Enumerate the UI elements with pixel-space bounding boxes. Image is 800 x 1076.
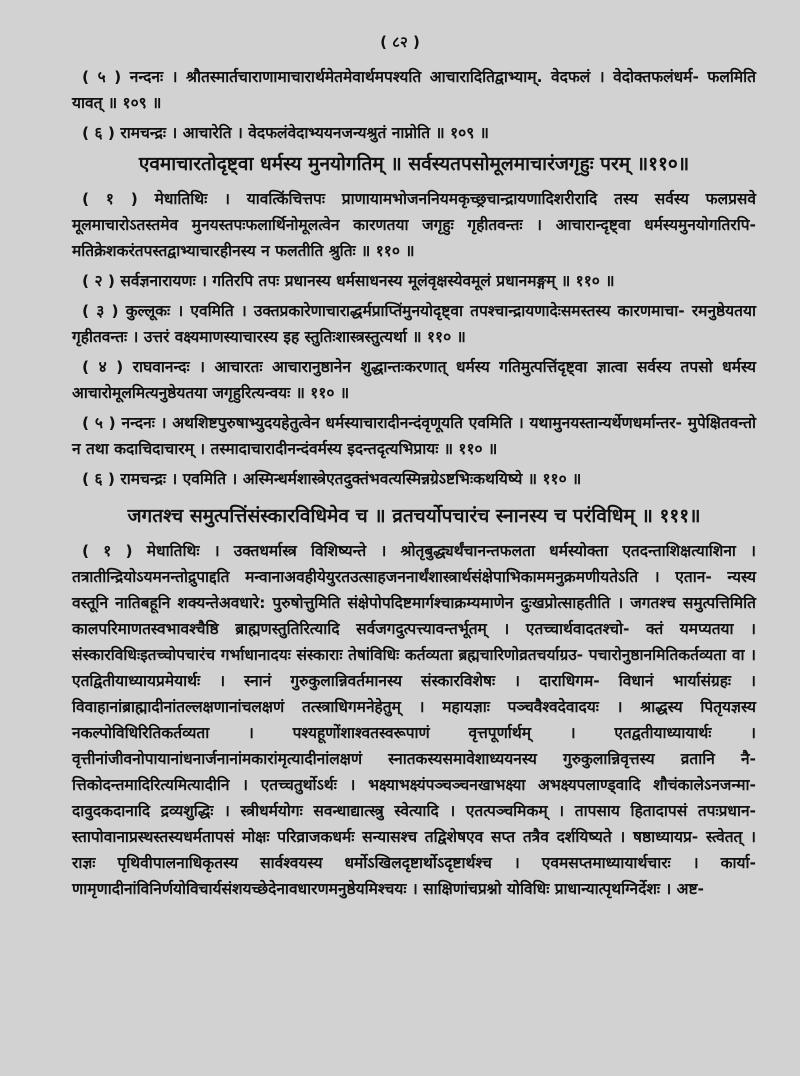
commentary-block-111	[72, 538, 756, 902]
page-number: ( ८२ )	[380, 33, 420, 51]
commentary-ramachandra-110: ( ६ ) रामचन्द्रः । एवमिति । अस्मिन्धर्मशास्त्रेएतदुक्तंभवत्यस्मिन्नग्रेऽष्टभिःकथयिष्ये ॥ ११० ॥	[82, 470, 582, 488]
commentary-nandana-109: ( ५ ) नन्दनः । श्रौतस्मार्तचाराणामाचारार्थमेतमेवार्थमपश्यति आचारादितिद्वाभ्याम्. वेदफलं । वेदोक्तफलंधर्म- फलमिति यावत् ॥ १०९ ॥	[72, 68, 756, 112]
commentary-kulluka-110: ( ३ ) कुल्लूकः । एवमिति । उक्तप्रकारेणाचाराद्धर्मप्राप्तिंमुनयोदृष्ट्वा तपश्चान्द्रायणादेःसमस्तस्य कारणमाचा- रमनुष्ठेयतया गृहीतवन्तः । उत्तरं वक्ष्यमाणस्याचारस्य इह स्तुतिःशास्त्रस्तुत्यर्था ॥ ११० ॥	[72, 302, 756, 346]
commentary-block-110	[72, 186, 756, 492]
commentary-medhatithi-110: ( १ ) मेधातिथिः । यावत्किंचित्तपः प्राणायामभोजननियमकृच्छ्रचान्द्रायणादिशरीरादि तस्य सर्वस्य फलप्रसवे मूलमाचारोऽतस्तमेव मुनयस्तपःफलार्थिनोमूलत्वेन कारणतया जगृहुः गृहीतवन्तः । आचारान्दृष्ट्वा धर्मस्यमुनयोगतिरपि- मतिक्रेशकरंतपस्तद्वाभ्याचारहीनस्य न फलतीति श्रुतिः ॥ ११० ॥	[72, 190, 756, 260]
verse-110: एवमाचारतोदृष्ट्वा धर्मस्य मुनयोगतिम् ॥ सर्वस्यतपसोमूलमाचारंजगृहुः परम् ॥११०॥	[138, 153, 690, 175]
commentary-nandana-110: ( ५ ) नन्दनः । अथशिष्टपुरुषाभ्युदयहेतुत्वेन धर्मस्याचारादीनन्दंवृणूयति एवमिति । यथामुनयस्तान्यर्थेणधर्मान्तर- मुपेक्षितवन्तो न तथा कदाचिदाचारम् । तस्मादाचारादीनन्दंवर्मस्य इदन्तदृत्यभिप्रायः ॥ ११० ॥	[72, 414, 756, 458]
commentary-medhatithi-111: ( १ ) मेधातिथिः । उक्तधर्मास्त्र विशिष्यन्ते । श्रोतृबुद्ध्यर्थंचानन्तफलता धर्मस्योक्ता एतदन्ताशिक्षत्याशिना । तत्रातीन्द्रियोऽयमनन्तोद्रुपाद्दति मन्वानाअवहीयेयुरतउत्साहजननार्थंशास्त्रार्थसंक्षेपाभिकाममनुक्रमणीयतेऽति । एतान- न्यस्य वस्तूनि नातिबहूनि शक्यन्तेअवधारे: पुरुषोत्तुमिति संक्षेपोपदिष्टमार्गश्चाक्रम्यमाणेन दुःखप्रोत्साहतीति । जगतश्च समुत्पत्तिमिति कालपरिमाणतस्वभावश्चैष्ठि ब्राह्मणस्तुतिरित्यादि सर्वजगदुत्पत्त्यावन्तर्भूतम् । एतच्चार्थवादतश्चो- क्तं यमप्यतया । संस्कारविधिःइतच्चोपचारंच गर्भाधानादयः संस्काराः तेषांविधिः कर्तव्यता ब्रह्मचारिणोव्रतचर्याग्रउ- पचारोनुष्ठानमितिकर्तव्यता वा । एतद्वितीयाध्यायप्रमेयार्थः । स्नानं गुरुकुलान्निवर्तमानस्य संस्कारविशेषः । दाराधिगम- विधानं भार्यासंग्रहः । विवाहानांब्राह्मादीनांतल्लक्षणानांचलक्षणं तत्स्त्राधिगमनेहेतुम् । महायज्ञाः पञ्चवैश्वदेवादयः । श्राद्धस्य पितृयज्ञस्य नकल्पोविधिरितिकर्तव्यता । पश्यहूणोंशाश्वतस्वरूपाणं वृत्तपूर्णार्थम् । एतद्वतीयाध्यायार्थः । वृत्तीनांजीवनोपायानांधनार्जनानांमकारांमृत्यादीनांलक्षणं स्नातकस्यसमावेशाध्ययनस्य गुरुकुलान्निवृत्तस्य व्रतानि नै- त्तिकोदन्तमादिरित्यमित्यादीनि । एतच्चतुर्थोऽर्थः । भक्ष्याभक्ष्यंपञ्चञ्चनखाभक्ष्या अभक्ष्यपलाण्ड्वादि शौचंकालेऽनजन्मा- दावुदकदानादि द्रव्यशुद्धिः । स्त्रीधर्मयोगः सवन्धाद्यात्स्त्रु स्वेत्यादि । एतत्पञ्चमिकम् । तापसाय हितादापसं तपःप्रधान- स्तापोवानाप्रस्थस्तस्यधर्मतापसं मोक्षः परिव्राजकधर्मः सन्यासश्च तद्विशेषएव सप्त तत्रैव दर्शयिष्यते । षष्ठाध्यायप्र- स्त्वेतत् । राज्ञः पृथिवीपालनाधिकृतस्य सार्वश्वयस्य धर्मोऽखिलदृष्टार्थोऽदृष्टार्थश्च । एवमसप्तमाध्यायार्थचारः । कार्या- णामृणादीनांविनिर्णयोविचार्यसंशयच्छेदेनावधारणमनुष्ठेयमिश्चयः । साक्षिणांचप्रश्नो योविधिः प्राधान्यात्पृथग्निर्देशः । अष्ट-	[72, 542, 756, 898]
verse-111: जगतश्च समुत्पत्तिंसंस्कारविधिमेव च ॥ व्रतचर्योपचारंच स्नानस्य च परंविधिम् ॥ १११॥	[127, 505, 701, 527]
commentary-block-109	[72, 64, 756, 146]
commentary-raghavananda-110: ( ४ ) राघवानन्दः । आचारतः आचारानुष्ठानेन शुद्धान्तःकरणात् धर्मस्य गतिमुत्पत्तिंदृष्ट्वा ज्ञात्वा सर्वस्य तपसो धर्मस्य आचारोमूलमित्यनुष्ठेयतया जगृहुरित्यन्वयः ॥ ११० ॥	[72, 358, 756, 402]
commentary-ramachandra-109: ( ६ ) रामचन्द्रः । आचारेति । वेदफलंवेदाभ्ययनजन्यश्रुतं नाप्नोति ॥ १०९ ॥	[82, 124, 489, 142]
commentary-sarvajna-110: ( २ ) सर्वज्ञनारायणः । गतिरपि तपः प्रधानस्य धर्मसाधनस्य मूलंवृक्षस्येवमूलं प्रधानमङ्गम् ॥ ११० ॥	[82, 272, 615, 290]
